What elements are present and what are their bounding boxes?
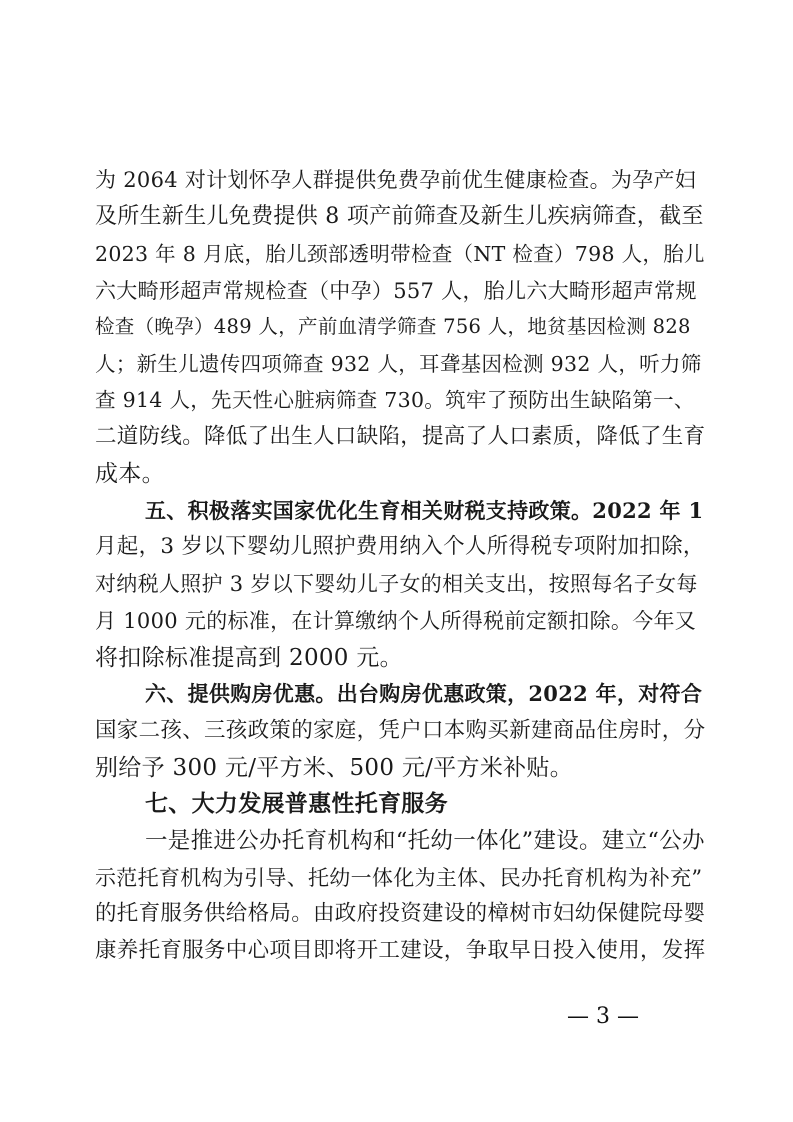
body-text-line: 为 2064 对计划怀孕人群提供免费孕前优生健康检查。为孕产妇 <box>95 168 697 192</box>
body-text-line: 及所生新生儿免费提供 8 项产前筛查及新生儿疾病筛查，截至 <box>95 204 704 229</box>
page-number: — 3 — <box>567 1004 639 1029</box>
body-text-line: 康养托育服务中心项目即将开工建设，争取早日投入使用，发挥 <box>95 938 706 963</box>
body-text-line: 对纳税人照护 3 岁以下婴幼儿子女的相关支出，按照每名子女每 <box>95 572 698 596</box>
section-heading-7: 七、大力发展普惠性托育服务 <box>145 790 448 817</box>
body-text-line: 2023 年 8 月底，胎儿颈部透明带检查（NT 检查）798 人，胎儿 <box>95 242 705 266</box>
body-text-line: 六大畸形超声常规检查（中孕）557 人，胎儿六大畸形超声常规 <box>95 279 697 303</box>
body-text-line: 查 914 人，先天性心脏病筛查 730。筑牢了预防出生缺陷第一、 <box>95 388 695 412</box>
body-text-line: 成本。 <box>95 461 165 487</box>
body-text-line: 示范托育机构为引导、托幼一体化为主体、民办托育机构为补充” <box>95 866 703 890</box>
body-text-line: 人；新生儿遗传四项筛查 932 人，耳聋基因检测 932 人，听力筛 <box>95 352 702 376</box>
body-text-line: 月起，3 岁以下婴幼儿照护费用纳入个人所得税专项附加扣除， <box>95 534 705 559</box>
section-heading-5: 五、积极落实国家优化生育相关财税支持政策。2022 年 1 <box>145 498 704 523</box>
body-text-line: 检查（晚孕）489 人，产前血清学筛查 756 人，地贫基因检测 828 <box>95 315 691 338</box>
body-text-line: 别给予 300 元/平方米、500 元/平方米补贴。 <box>95 755 574 781</box>
body-text-line: 二道防线。降低了出生人口缺陷，提高了人口素质，降低了生育 <box>95 424 706 449</box>
body-text-line: 的托育服务供给格局。由政府投资建设的樟树市妇幼保健院母婴 <box>95 901 706 926</box>
body-text-line: 月 1000 元的标准，在计算缴纳个人所得税前定额扣除。今年又 <box>95 609 697 633</box>
body-text-line: 一是推进公办托育机构和“托幼一体化”建设。建立“公办 <box>145 828 705 854</box>
body-text-line: 将扣除标准提高到 2000 元。 <box>95 645 403 671</box>
section-heading-6: 六、提供购房优惠。出台购房优惠政策，2022 年，对符合 <box>145 681 703 706</box>
body-text-line: 国家二孩、三孩政策的家庭，凭户口本购买新建商品住房时，分 <box>95 718 706 743</box>
